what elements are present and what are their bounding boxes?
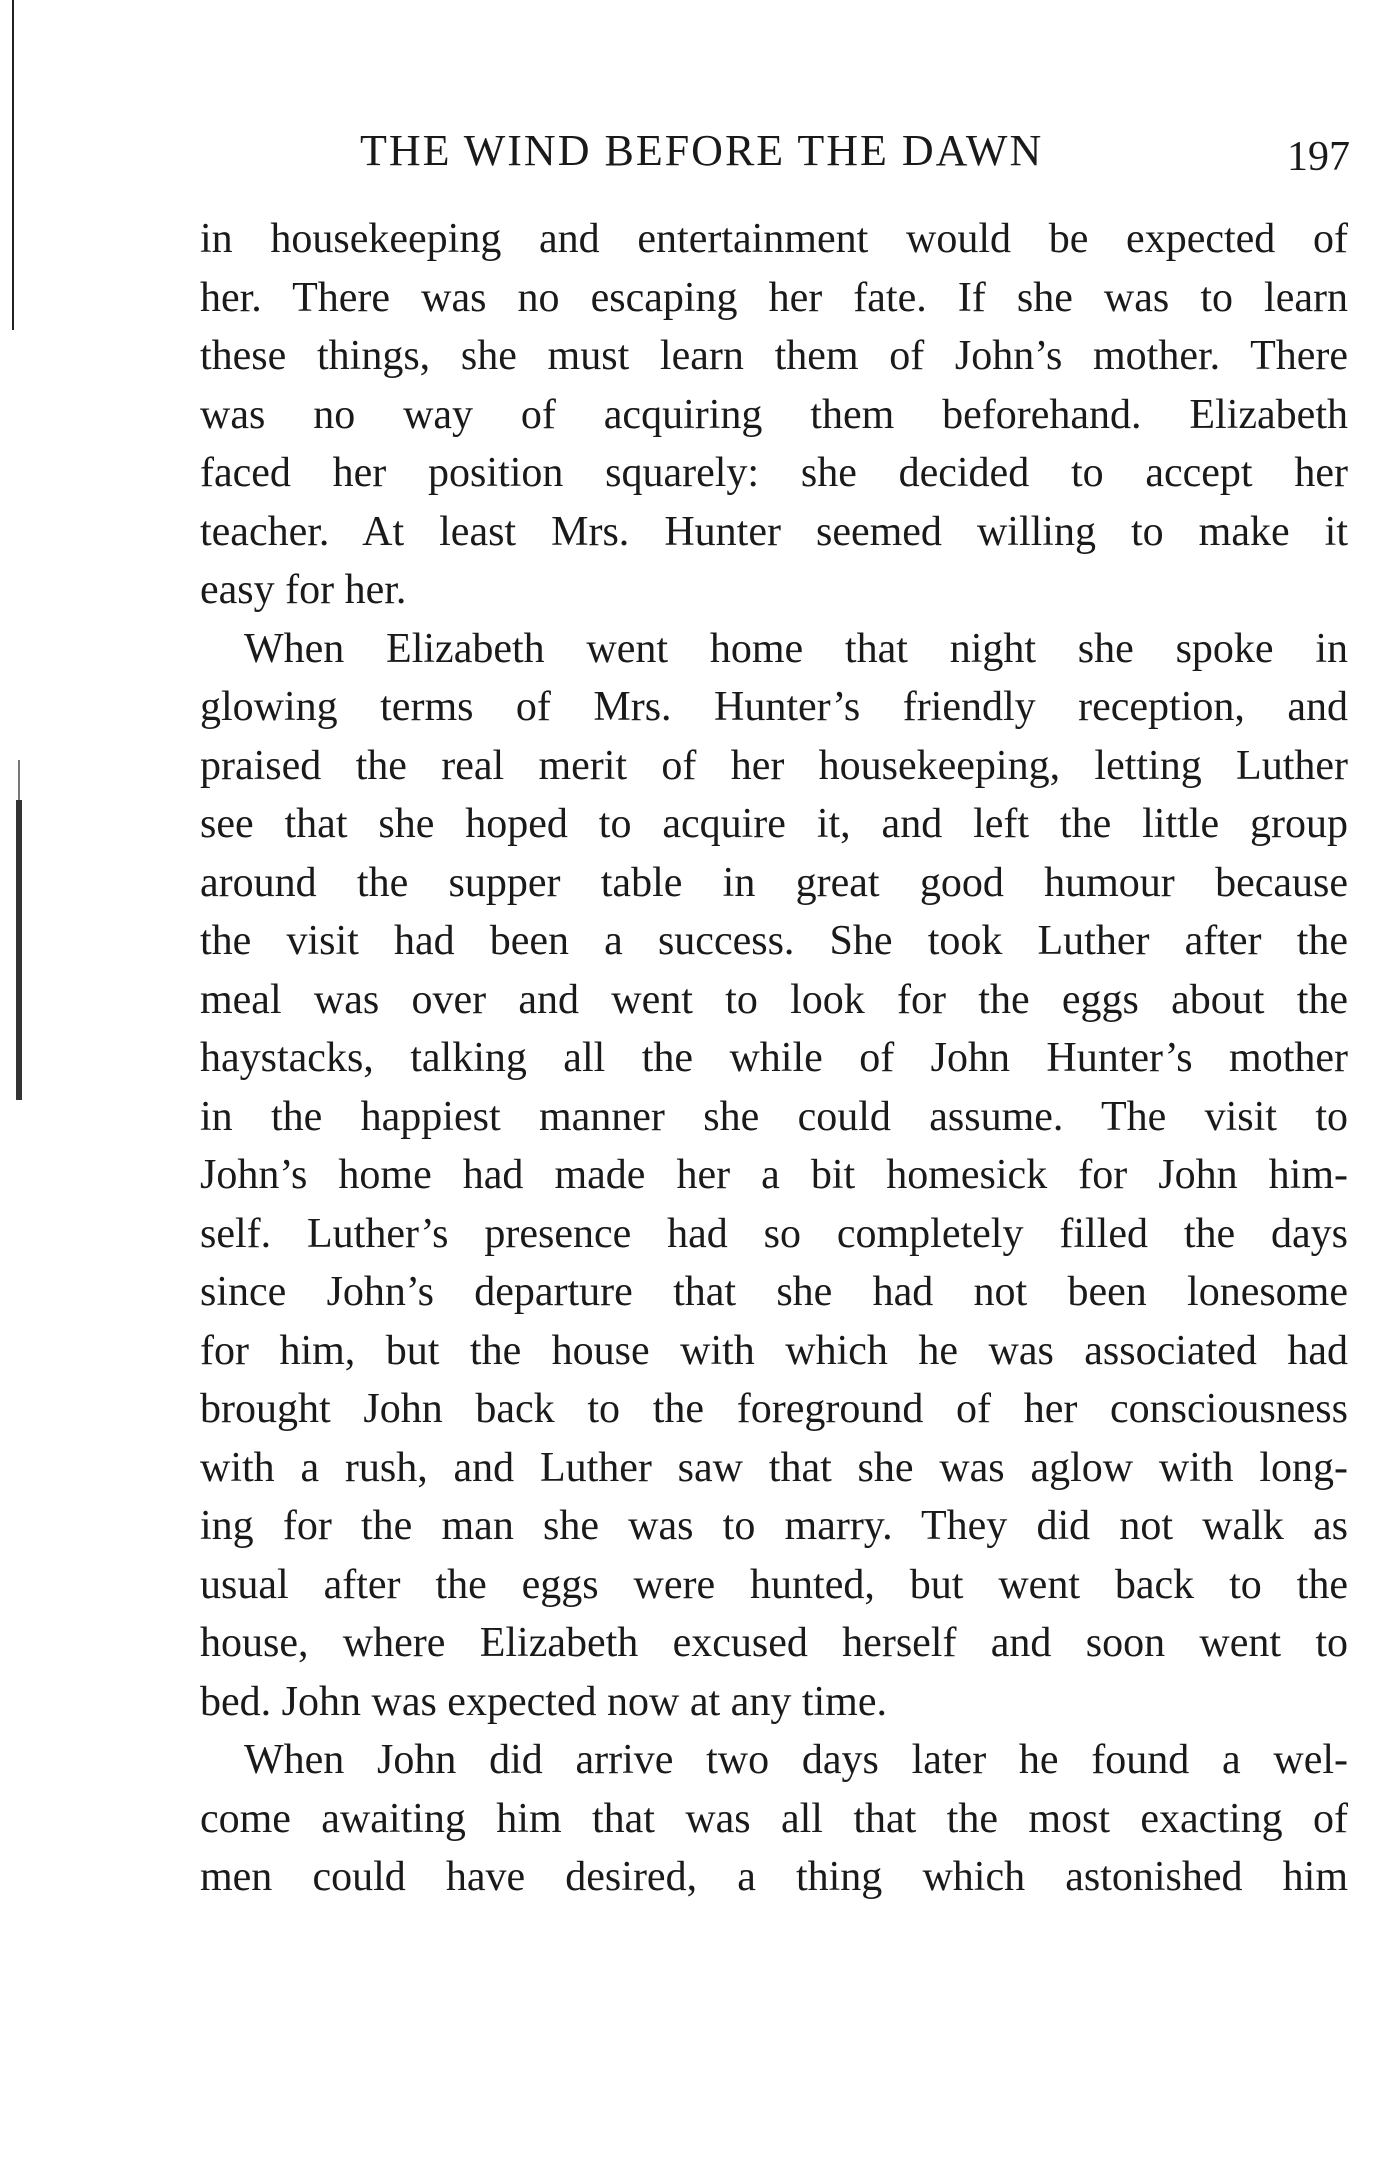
text-line: bed. John was expected now at any time. — [200, 1678, 887, 1725]
page-number: 197 — [1287, 134, 1350, 180]
text-line: glowing terms of Mrs. Hunter’s friendly reception, and — [200, 684, 1348, 730]
text-line: faced her position squarely: she decided to accept her — [200, 450, 1348, 496]
text-line: usual after the eggs were hunted, but went back to the — [200, 1561, 1348, 1608]
text-line: was no way of acquiring them beforehand. Elizabeth — [200, 391, 1348, 438]
text-line: When Elizabeth went home that night she spoke in — [244, 625, 1348, 672]
text-line: these things, she must learn them of John’s mother. There — [200, 333, 1348, 379]
binding-edge-mark — [12, 0, 14, 330]
running-head — [200, 125, 1350, 185]
text-line: in housekeeping and entertainment would be expected of — [200, 216, 1348, 262]
text-line: her. There was no escaping her fate. If she was to learn — [200, 274, 1348, 321]
body-text — [200, 210, 1348, 1907]
binding-edge-mark — [18, 760, 20, 800]
text-line: in the happiest manner she could assume. The visit to — [200, 1093, 1348, 1140]
text-line: for him, but the house with which he was associated had — [200, 1327, 1348, 1374]
text-line: men could have desired, a thing which astonished him — [200, 1854, 1348, 1900]
text-line: brought John back to the foreground of her consciousness — [200, 1386, 1348, 1432]
text-line: John’s home had made her a bit homesick for John him- — [200, 1152, 1348, 1198]
text-line: since John’s departure that she had not been lonesome — [200, 1269, 1348, 1315]
text-line: praised the real merit of her housekeeping, letting Luther — [200, 742, 1348, 789]
binding-edge-mark — [16, 800, 22, 1100]
text-line: with a rush, and Luther saw that she was aglow with long- — [200, 1444, 1348, 1491]
text-line: teacher. At least Mrs. Hunter seemed willing to make it — [200, 508, 1348, 555]
text-line: easy for her. — [200, 567, 407, 613]
text-line: around the supper table in great good humour because — [200, 859, 1348, 906]
text-line: self. Luther’s presence had so completely filled the days — [200, 1210, 1348, 1257]
text-line: the visit had been a success. She took Luther after the — [200, 918, 1348, 964]
text-line: ing for the man she was to marry. They did not walk as — [200, 1503, 1348, 1549]
text-line: meal was over and went to look for the eggs about the — [200, 976, 1348, 1023]
text-line: haystacks, talking all the while of John Hunter’s mother — [200, 1035, 1348, 1081]
text-line: When John did arrive two days later he found a wel- — [244, 1737, 1348, 1783]
running-title: THE WIND BEFORE THE DAWN — [360, 126, 1044, 175]
text-line: house, where Elizabeth excused herself and soon went to — [200, 1620, 1348, 1666]
text-line: come awaiting him that was all that the most exacting of — [200, 1795, 1348, 1842]
text-line: see that she hoped to acquire it, and left the little group — [200, 801, 1348, 847]
